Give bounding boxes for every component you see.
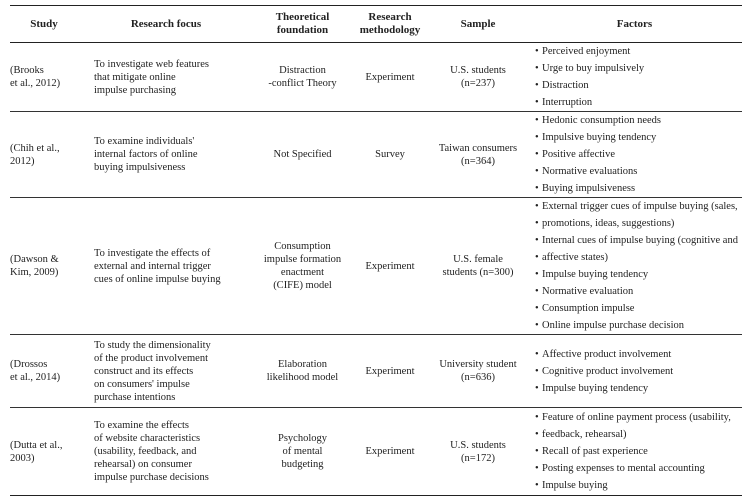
factor-item: • Hedonic consumption needs	[535, 115, 661, 126]
factor-item: • Posting expenses to mental accounting	[535, 463, 705, 474]
factors-cell	[527, 335, 742, 408]
factor-item: • Recall of past experience	[535, 446, 648, 457]
study-cell: (Dawson & Kim, 2009)	[10, 198, 78, 335]
sample-cell: U.S. students (n=172)	[429, 408, 527, 496]
factor-item: • promotions, ideas, suggestions)	[535, 218, 675, 229]
factor-item: • Positive affective	[535, 149, 615, 160]
header-sample: Sample	[429, 6, 527, 43]
study-cell: (Drossos et al., 2014)	[10, 335, 78, 408]
study-cell: (Chih et al., 2012)	[10, 112, 78, 198]
table-row	[10, 112, 742, 198]
factor-item: • Internal cues of impulse buying (cognitive and	[535, 235, 738, 246]
header-theoretical-foundation: Theoretical foundation	[254, 6, 351, 43]
sample-cell: U.S. students (n=237)	[429, 43, 527, 112]
factors-cell	[527, 198, 742, 335]
factors-cell	[527, 408, 742, 496]
header-research-focus: Research focus	[78, 6, 254, 43]
research-focus-cell: To examine the effects of website characteristics (usability, feedback, and rehearsal) on consumer impulse purchase decisions	[78, 408, 254, 496]
factor-item: • Impulse buying	[535, 480, 608, 491]
table-row	[10, 198, 742, 335]
methodology-cell: Survey	[351, 112, 429, 198]
factors-cell	[527, 112, 742, 198]
header-research-methodology: Research methodology	[351, 6, 429, 43]
factor-item: • Feature of online payment process (usability,	[535, 412, 731, 423]
factor-item: • Perceived enjoyment	[535, 46, 631, 57]
factor-item: • Urge to buy impulsively	[535, 63, 645, 74]
factor-item: • Buying impulsiveness	[535, 183, 636, 194]
methodology-cell: Experiment	[351, 335, 429, 408]
research-focus-cell: To examine individuals' internal factors of online buying impulsiveness	[78, 112, 254, 198]
factor-item: • Impulsive buying tendency	[535, 132, 657, 143]
theory-cell: Distraction -conflict Theory	[254, 43, 351, 112]
table-row	[10, 43, 742, 112]
factor-item: • Normative evaluations	[535, 166, 638, 177]
study-cell: (Brooks et al., 2012)	[10, 43, 78, 112]
factor-item: • affective states)	[535, 252, 608, 263]
factor-item: • feedback, rehearsal)	[535, 429, 627, 440]
literature-review-table	[10, 5, 742, 496]
factor-item: • Interruption	[535, 97, 593, 108]
factor-item: • Normative evaluation	[535, 286, 634, 297]
header-study: Study	[10, 6, 78, 43]
factors-cell	[527, 43, 742, 112]
sample-cell: Taiwan consumers (n=364)	[429, 112, 527, 198]
factor-item: • Consumption impulse	[535, 303, 635, 314]
methodology-cell: Experiment	[351, 43, 429, 112]
methodology-cell: Experiment	[351, 198, 429, 335]
theory-cell: Consumption impulse formation enactment (CIFE) model	[254, 198, 351, 335]
research-focus-cell: To investigate web features that mitigate online impulse purchasing	[78, 43, 254, 112]
factor-item: • External trigger cues of impulse buying (sales,	[535, 201, 738, 212]
study-cell: (Dutta et al., 2003)	[10, 408, 78, 496]
table-row	[10, 408, 742, 496]
header-factors: Factors	[527, 6, 742, 43]
sample-cell: U.S. female students (n=300)	[429, 198, 527, 335]
sample-cell: University student (n=636)	[429, 335, 527, 408]
factor-item: • Cognitive product involvement	[535, 365, 674, 377]
research-focus-cell: To investigate the effects of external and internal trigger cues of online impulse buying	[78, 198, 254, 335]
factor-item: • Impulse buying tendency	[535, 382, 649, 394]
methodology-cell: Experiment	[351, 408, 429, 496]
research-focus-cell: To study the dimensionality of the product involvement construct and its effects on consumers' impulse purchase intentions	[78, 335, 254, 408]
factor-item: • Online impulse purchase decision	[535, 320, 685, 331]
factor-item: • Impulse buying tendency	[535, 269, 649, 280]
factor-item: • Distraction	[535, 80, 589, 91]
theory-cell: Psychology of mental budgeting	[254, 408, 351, 496]
table-row	[10, 335, 742, 408]
header-row	[10, 6, 742, 43]
theory-cell: Not Specified	[254, 112, 351, 198]
factor-item: • Affective product involvement	[535, 348, 672, 360]
theory-cell: Elaboration likelihood model	[254, 335, 351, 408]
